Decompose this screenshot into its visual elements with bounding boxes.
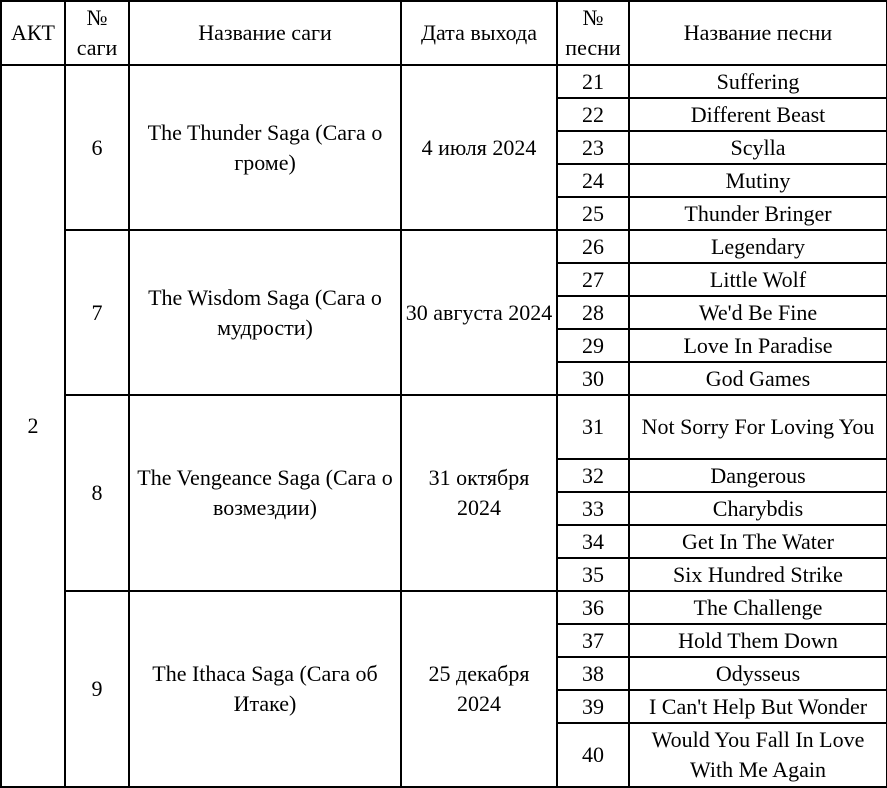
song-number: 21 <box>557 65 629 98</box>
header-row <box>1 1 887 65</box>
saga-release-date: 25 декабря 2024 <box>401 591 557 787</box>
song-number: 37 <box>557 624 629 657</box>
table-row <box>1 65 887 98</box>
header-song-name: Название песни <box>629 1 887 65</box>
song-title: Get In The Water <box>629 525 887 558</box>
song-title: We'd Be Fine <box>629 296 887 329</box>
song-number: 26 <box>557 230 629 263</box>
song-number: 31 <box>557 395 629 459</box>
song-number: 33 <box>557 492 629 525</box>
saga-name: The Ithaca Saga (Сага об Итаке) <box>129 591 401 787</box>
song-title: Suffering <box>629 65 887 98</box>
saga-release-date: 31 октября 2024 <box>401 395 557 591</box>
song-title: Would You Fall In Love With Me Again <box>629 723 887 787</box>
act-number: 2 <box>1 65 65 787</box>
saga-number: 9 <box>65 591 129 787</box>
header-act: АКТ <box>1 1 65 65</box>
header-saga-number: № саги <box>65 1 129 65</box>
song-number: 23 <box>557 131 629 164</box>
song-number: 29 <box>557 329 629 362</box>
song-number: 28 <box>557 296 629 329</box>
song-title: Dangerous <box>629 459 887 492</box>
song-number: 39 <box>557 690 629 723</box>
song-title: Scylla <box>629 131 887 164</box>
saga-number: 7 <box>65 230 129 395</box>
song-number: 36 <box>557 591 629 624</box>
song-title: Hold Them Down <box>629 624 887 657</box>
song-number: 38 <box>557 657 629 690</box>
song-title: Mutiny <box>629 164 887 197</box>
song-number: 32 <box>557 459 629 492</box>
saga-number: 8 <box>65 395 129 591</box>
saga-name: The Vengeance Saga (Сага о возмездии) <box>129 395 401 591</box>
song-number: 25 <box>557 197 629 230</box>
saga-name: The Wisdom Saga (Сага о мудрости) <box>129 230 401 395</box>
song-title: Legendary <box>629 230 887 263</box>
song-title: Odysseus <box>629 657 887 690</box>
song-title: Not Sorry For Loving You <box>629 395 887 459</box>
song-number: 30 <box>557 362 629 395</box>
song-number: 40 <box>557 723 629 787</box>
header-saga-name: Название саги <box>129 1 401 65</box>
song-number: 22 <box>557 98 629 131</box>
table-row <box>1 230 887 263</box>
song-title: I Can't Help But Wonder <box>629 690 887 723</box>
saga-number: 6 <box>65 65 129 230</box>
song-title: Different Beast <box>629 98 887 131</box>
table-row <box>1 591 887 624</box>
song-title: Charybdis <box>629 492 887 525</box>
song-title: The Challenge <box>629 591 887 624</box>
song-title: Six Hundred Strike <box>629 558 887 591</box>
song-title: Little Wolf <box>629 263 887 296</box>
song-number: 35 <box>557 558 629 591</box>
song-number: 34 <box>557 525 629 558</box>
saga-name: The Thunder Saga (Сага о громе) <box>129 65 401 230</box>
song-title: Thunder Bringer <box>629 197 887 230</box>
song-title: Love In Paradise <box>629 329 887 362</box>
table-row <box>1 395 887 459</box>
song-number: 24 <box>557 164 629 197</box>
song-number: 27 <box>557 263 629 296</box>
header-release-date: Дата выхода <box>401 1 557 65</box>
saga-release-date: 30 августа 2024 <box>401 230 557 395</box>
header-song-number: № песни <box>557 1 629 65</box>
saga-release-date: 4 июля 2024 <box>401 65 557 230</box>
song-title: God Games <box>629 362 887 395</box>
